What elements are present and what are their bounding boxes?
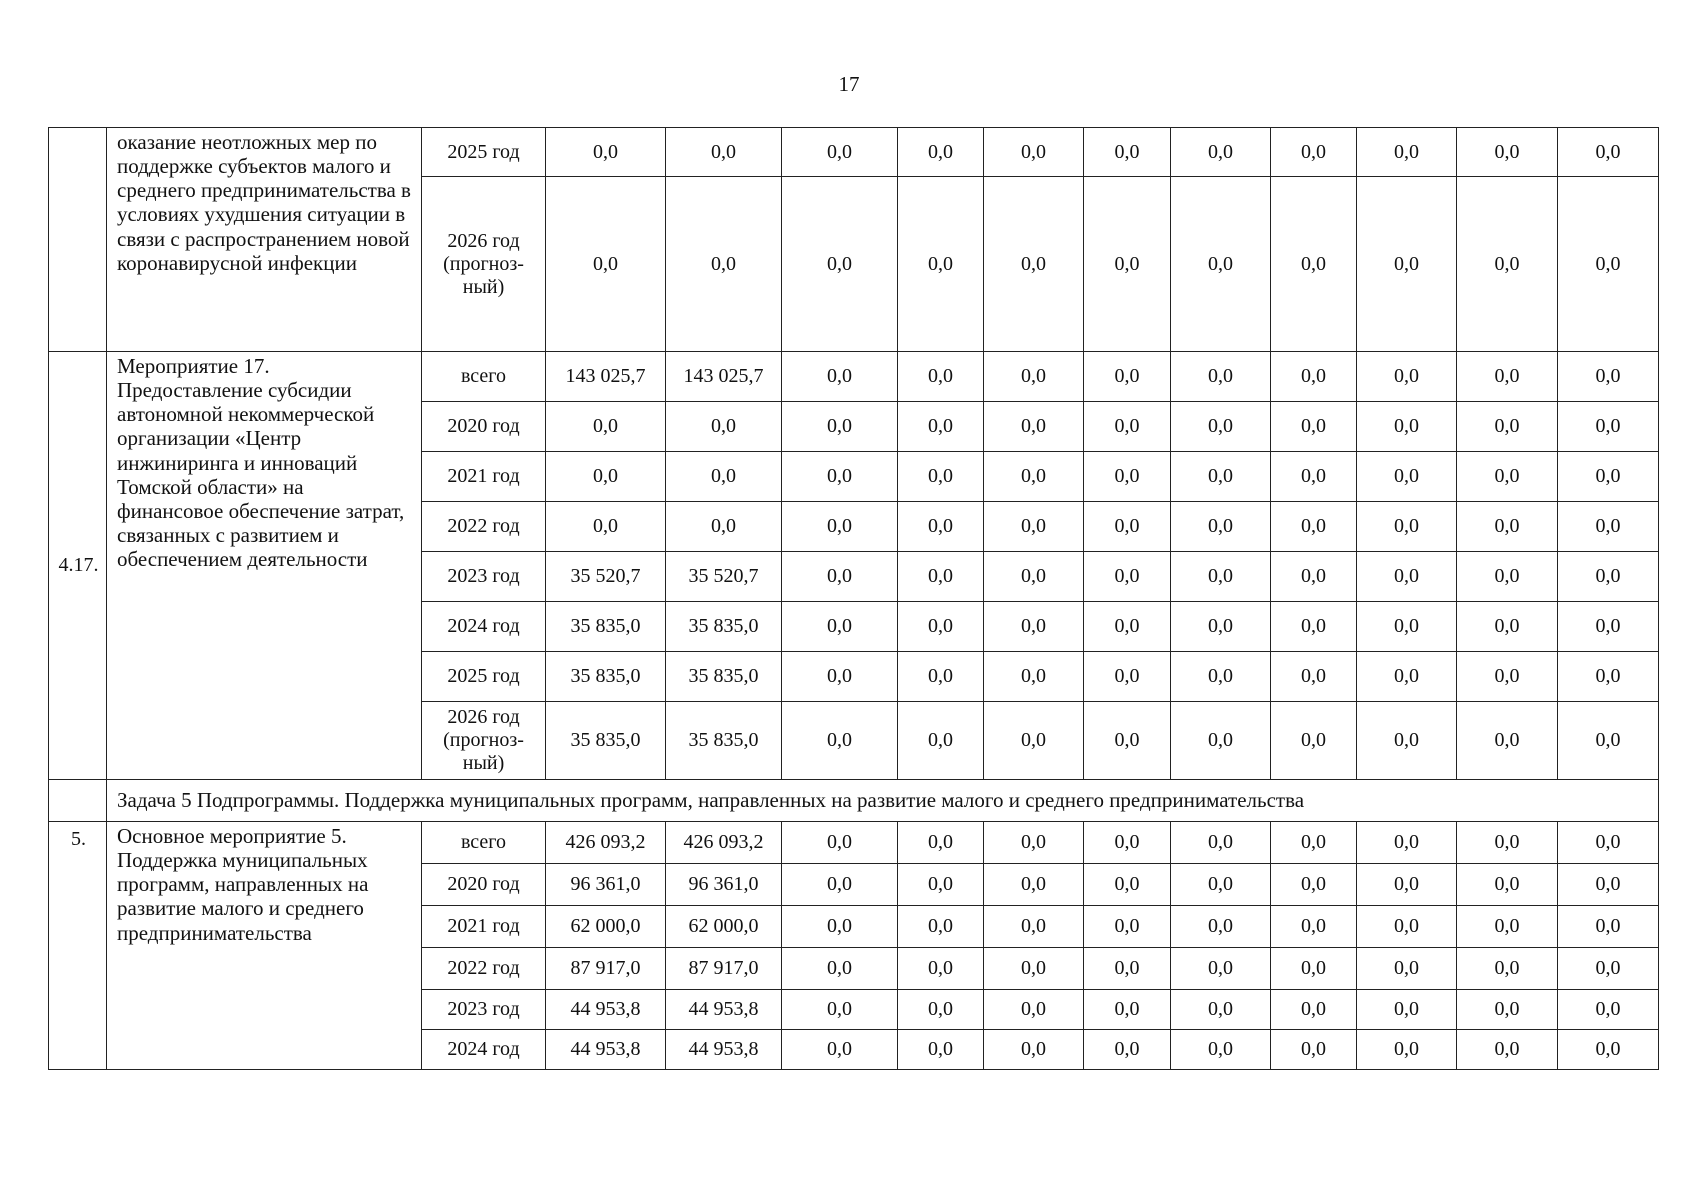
value-cell: 0,0 — [898, 822, 984, 864]
value-cell: 0,0 — [984, 948, 1084, 990]
value-cell: 0,0 — [1457, 948, 1558, 990]
total-value-cell: 35 835,0 — [546, 702, 666, 780]
item-description: Основное мероприятие 5. Поддержка муниципальных программ, направленных на развитие малого и среднего предпринимательства — [107, 822, 422, 1070]
value-cell: 0,0 — [782, 906, 898, 948]
year-cell: 2023 год — [422, 990, 546, 1030]
value-cell: 0,0 — [898, 502, 984, 552]
year-cell: 2024 год — [422, 602, 546, 652]
year-cell: 2020 год — [422, 864, 546, 906]
value-cell: 0,0 — [984, 177, 1084, 352]
value-cell: 0,0 — [1558, 652, 1659, 702]
regional-value-cell: 143 025,7 — [666, 352, 782, 402]
value-cell: 0,0 — [898, 352, 984, 402]
year-cell: 2023 год — [422, 552, 546, 602]
total-value-cell: 44 953,8 — [546, 1030, 666, 1070]
total-value-cell: 35 835,0 — [546, 602, 666, 652]
value-cell: 0,0 — [1271, 177, 1357, 352]
value-cell: 0,0 — [782, 552, 898, 602]
value-cell: 0,0 — [1357, 702, 1457, 780]
year-cell: 2022 год — [422, 502, 546, 552]
value-cell: 0,0 — [1171, 990, 1271, 1030]
value-cell: 0,0 — [782, 652, 898, 702]
value-cell: 0,0 — [984, 502, 1084, 552]
regional-value-cell: 44 953,8 — [666, 990, 782, 1030]
value-cell: 0,0 — [1271, 990, 1357, 1030]
value-cell: 0,0 — [1171, 864, 1271, 906]
value-cell: 0,0 — [782, 990, 898, 1030]
total-value-cell: 0,0 — [546, 402, 666, 452]
value-cell: 0,0 — [1171, 948, 1271, 990]
total-value-cell: 96 361,0 — [546, 864, 666, 906]
page-number: 17 — [838, 72, 860, 96]
value-cell: 0,0 — [1457, 602, 1558, 652]
value-cell: 0,0 — [1271, 906, 1357, 948]
value-cell: 0,0 — [984, 402, 1084, 452]
value-cell: 0,0 — [1457, 402, 1558, 452]
value-cell: 0,0 — [1171, 552, 1271, 602]
value-cell: 0,0 — [1457, 1030, 1558, 1070]
value-cell: 0,0 — [1271, 452, 1357, 502]
value-cell: 0,0 — [1271, 652, 1357, 702]
table-row — [49, 352, 1659, 402]
item-number: 4.17. — [49, 352, 107, 780]
value-cell: 0,0 — [782, 402, 898, 452]
item-description: оказание неотложных мер по поддержке субъектов малого и среднего предпринимательства в условиях ухудшения ситуации в связи с распространением новой коронавирусной инфекции — [107, 128, 422, 352]
value-cell: 0,0 — [1558, 864, 1659, 906]
value-cell: 0,0 — [1457, 652, 1558, 702]
task-row — [49, 780, 1659, 822]
value-cell: 0,0 — [1171, 502, 1271, 552]
year-cell: 2025 год — [422, 128, 546, 177]
value-cell: 0,0 — [1457, 352, 1558, 402]
regional-value-cell: 0,0 — [666, 177, 782, 352]
value-cell: 0,0 — [1357, 602, 1457, 652]
year-cell: 2022 год — [422, 948, 546, 990]
value-cell: 0,0 — [1084, 702, 1171, 780]
value-cell: 0,0 — [1558, 948, 1659, 990]
value-cell: 0,0 — [984, 552, 1084, 602]
value-cell: 0,0 — [1084, 822, 1171, 864]
year-cell: 2020 год — [422, 402, 546, 452]
regional-value-cell: 87 917,0 — [666, 948, 782, 990]
value-cell: 0,0 — [1271, 402, 1357, 452]
year-cell: 2021 год — [422, 906, 546, 948]
regional-value-cell: 35 835,0 — [666, 702, 782, 780]
value-cell: 0,0 — [1457, 906, 1558, 948]
value-cell: 0,0 — [1171, 652, 1271, 702]
item-number — [49, 128, 107, 352]
value-cell: 0,0 — [1357, 502, 1457, 552]
value-cell: 0,0 — [1084, 177, 1171, 352]
year-cell: 2025 год — [422, 652, 546, 702]
value-cell: 0,0 — [1271, 502, 1357, 552]
value-cell: 0,0 — [1171, 1030, 1271, 1070]
value-cell: 0,0 — [1084, 502, 1171, 552]
value-cell: 0,0 — [898, 452, 984, 502]
value-cell: 0,0 — [1357, 352, 1457, 402]
value-cell: 0,0 — [1171, 822, 1271, 864]
item-description: Мероприятие 17. Предоставление субсидии автономной некоммерческой организации «Центр инжиниринга и инноваций Томской области» на финансовое обеспечение затрат, связанных с развитием и обеспечением деятельности — [107, 352, 422, 780]
value-cell: 0,0 — [898, 906, 984, 948]
value-cell: 0,0 — [782, 352, 898, 402]
value-cell: 0,0 — [1457, 990, 1558, 1030]
value-cell: 0,0 — [1558, 552, 1659, 602]
value-cell: 0,0 — [1357, 552, 1457, 602]
value-cell: 0,0 — [898, 702, 984, 780]
value-cell: 0,0 — [1558, 1030, 1659, 1070]
regional-value-cell: 0,0 — [666, 402, 782, 452]
value-cell: 0,0 — [1558, 402, 1659, 452]
value-cell: 0,0 — [898, 552, 984, 602]
value-cell: 0,0 — [782, 864, 898, 906]
value-cell: 0,0 — [782, 602, 898, 652]
value-cell: 0,0 — [1171, 452, 1271, 502]
regional-value-cell: 0,0 — [666, 128, 782, 177]
value-cell: 0,0 — [1457, 502, 1558, 552]
value-cell: 0,0 — [782, 128, 898, 177]
value-cell: 0,0 — [1357, 128, 1457, 177]
value-cell: 0,0 — [1171, 177, 1271, 352]
value-cell: 0,0 — [898, 1030, 984, 1070]
table-row — [49, 822, 1659, 864]
value-cell: 0,0 — [1558, 906, 1659, 948]
value-cell: 0,0 — [1271, 702, 1357, 780]
value-cell: 0,0 — [984, 452, 1084, 502]
value-cell: 0,0 — [1457, 177, 1558, 352]
value-cell: 0,0 — [984, 906, 1084, 948]
value-cell: 0,0 — [1357, 990, 1457, 1030]
total-value-cell: 35 835,0 — [546, 652, 666, 702]
value-cell: 0,0 — [1271, 864, 1357, 906]
value-cell: 0,0 — [1457, 128, 1558, 177]
value-cell: 0,0 — [898, 402, 984, 452]
value-cell: 0,0 — [1084, 1030, 1171, 1070]
value-cell: 0,0 — [1271, 352, 1357, 402]
value-cell: 0,0 — [1084, 652, 1171, 702]
regional-value-cell: 35 835,0 — [666, 602, 782, 652]
value-cell: 0,0 — [782, 948, 898, 990]
value-cell: 0,0 — [1171, 602, 1271, 652]
year-cell: всего — [422, 822, 546, 864]
value-cell: 0,0 — [1558, 177, 1659, 352]
value-cell: 0,0 — [1084, 864, 1171, 906]
value-cell: 0,0 — [1357, 177, 1457, 352]
value-cell: 0,0 — [984, 864, 1084, 906]
value-cell: 0,0 — [1558, 822, 1659, 864]
value-cell: 0,0 — [1558, 990, 1659, 1030]
value-cell: 0,0 — [984, 128, 1084, 177]
year-cell: 2024 год — [422, 1030, 546, 1070]
regional-value-cell: 44 953,8 — [666, 1030, 782, 1070]
total-value-cell: 87 917,0 — [546, 948, 666, 990]
value-cell: 0,0 — [1271, 128, 1357, 177]
value-cell: 0,0 — [1357, 906, 1457, 948]
regional-value-cell: 0,0 — [666, 452, 782, 502]
value-cell: 0,0 — [984, 352, 1084, 402]
value-cell: 0,0 — [1558, 452, 1659, 502]
value-cell: 0,0 — [984, 602, 1084, 652]
value-cell: 0,0 — [1271, 1030, 1357, 1070]
regional-value-cell: 0,0 — [666, 502, 782, 552]
value-cell: 0,0 — [1357, 822, 1457, 864]
value-cell: 0,0 — [1171, 702, 1271, 780]
regional-value-cell: 62 000,0 — [666, 906, 782, 948]
value-cell: 0,0 — [1558, 702, 1659, 780]
value-cell: 0,0 — [782, 822, 898, 864]
value-cell: 0,0 — [1558, 602, 1659, 652]
value-cell: 0,0 — [984, 652, 1084, 702]
value-cell: 0,0 — [898, 990, 984, 1030]
total-value-cell: 35 520,7 — [546, 552, 666, 602]
item-number: 5. — [49, 822, 107, 1070]
value-cell: 0,0 — [1084, 602, 1171, 652]
total-value-cell: 44 953,8 — [546, 990, 666, 1030]
value-cell: 0,0 — [1171, 906, 1271, 948]
regional-value-cell: 35 835,0 — [666, 652, 782, 702]
total-value-cell: 0,0 — [546, 452, 666, 502]
year-cell-forecast: 2026 год (прогноз- ный) — [422, 702, 546, 780]
value-cell: 0,0 — [898, 948, 984, 990]
value-cell: 0,0 — [1357, 1030, 1457, 1070]
value-cell: 0,0 — [782, 502, 898, 552]
value-cell: 0,0 — [1457, 822, 1558, 864]
value-cell: 0,0 — [1084, 452, 1171, 502]
value-cell: 0,0 — [1457, 552, 1558, 602]
value-cell: 0,0 — [898, 864, 984, 906]
value-cell: 0,0 — [1271, 552, 1357, 602]
total-value-cell: 143 025,7 — [546, 352, 666, 402]
value-cell: 0,0 — [1357, 402, 1457, 452]
value-cell: 0,0 — [898, 128, 984, 177]
year-cell: всего — [422, 352, 546, 402]
value-cell: 0,0 — [984, 702, 1084, 780]
value-cell: 0,0 — [782, 702, 898, 780]
regional-value-cell: 426 093,2 — [666, 822, 782, 864]
value-cell: 0,0 — [1271, 822, 1357, 864]
value-cell: 0,0 — [782, 452, 898, 502]
year-cell-forecast: 2026 год (прогноз- ный) — [422, 177, 546, 352]
value-cell: 0,0 — [1558, 352, 1659, 402]
value-cell: 0,0 — [1457, 864, 1558, 906]
value-cell: 0,0 — [984, 822, 1084, 864]
value-cell: 0,0 — [984, 990, 1084, 1030]
regional-value-cell: 35 520,7 — [666, 552, 782, 602]
value-cell: 0,0 — [1271, 602, 1357, 652]
value-cell: 0,0 — [1558, 502, 1659, 552]
task-title: Задача 5 Подпрограммы. Поддержка муниципальных программ, направленных на развитие малого и среднего предпринимательства — [107, 780, 1659, 822]
value-cell: 0,0 — [1084, 402, 1171, 452]
year-cell: 2021 год — [422, 452, 546, 502]
regional-value-cell: 96 361,0 — [666, 864, 782, 906]
budget-table — [48, 127, 1659, 1070]
value-cell: 0,0 — [782, 1030, 898, 1070]
value-cell: 0,0 — [1357, 948, 1457, 990]
task-number-cell — [49, 780, 107, 822]
total-value-cell: 62 000,0 — [546, 906, 666, 948]
value-cell: 0,0 — [1271, 948, 1357, 990]
value-cell: 0,0 — [898, 652, 984, 702]
value-cell: 0,0 — [1171, 128, 1271, 177]
value-cell: 0,0 — [1357, 864, 1457, 906]
total-value-cell: 0,0 — [546, 128, 666, 177]
value-cell: 0,0 — [1084, 948, 1171, 990]
total-value-cell: 0,0 — [546, 502, 666, 552]
value-cell: 0,0 — [1084, 990, 1171, 1030]
value-cell: 0,0 — [1357, 652, 1457, 702]
value-cell: 0,0 — [1357, 452, 1457, 502]
value-cell: 0,0 — [1457, 452, 1558, 502]
value-cell: 0,0 — [1457, 702, 1558, 780]
value-cell: 0,0 — [782, 177, 898, 352]
value-cell: 0,0 — [1084, 352, 1171, 402]
total-value-cell: 426 093,2 — [546, 822, 666, 864]
value-cell: 0,0 — [1084, 906, 1171, 948]
table-row — [49, 128, 1659, 177]
value-cell: 0,0 — [898, 602, 984, 652]
total-value-cell: 0,0 — [546, 177, 666, 352]
value-cell: 0,0 — [898, 177, 984, 352]
value-cell: 0,0 — [1171, 402, 1271, 452]
value-cell: 0,0 — [984, 1030, 1084, 1070]
value-cell: 0,0 — [1084, 128, 1171, 177]
value-cell: 0,0 — [1558, 128, 1659, 177]
value-cell: 0,0 — [1171, 352, 1271, 402]
value-cell: 0,0 — [1084, 552, 1171, 602]
